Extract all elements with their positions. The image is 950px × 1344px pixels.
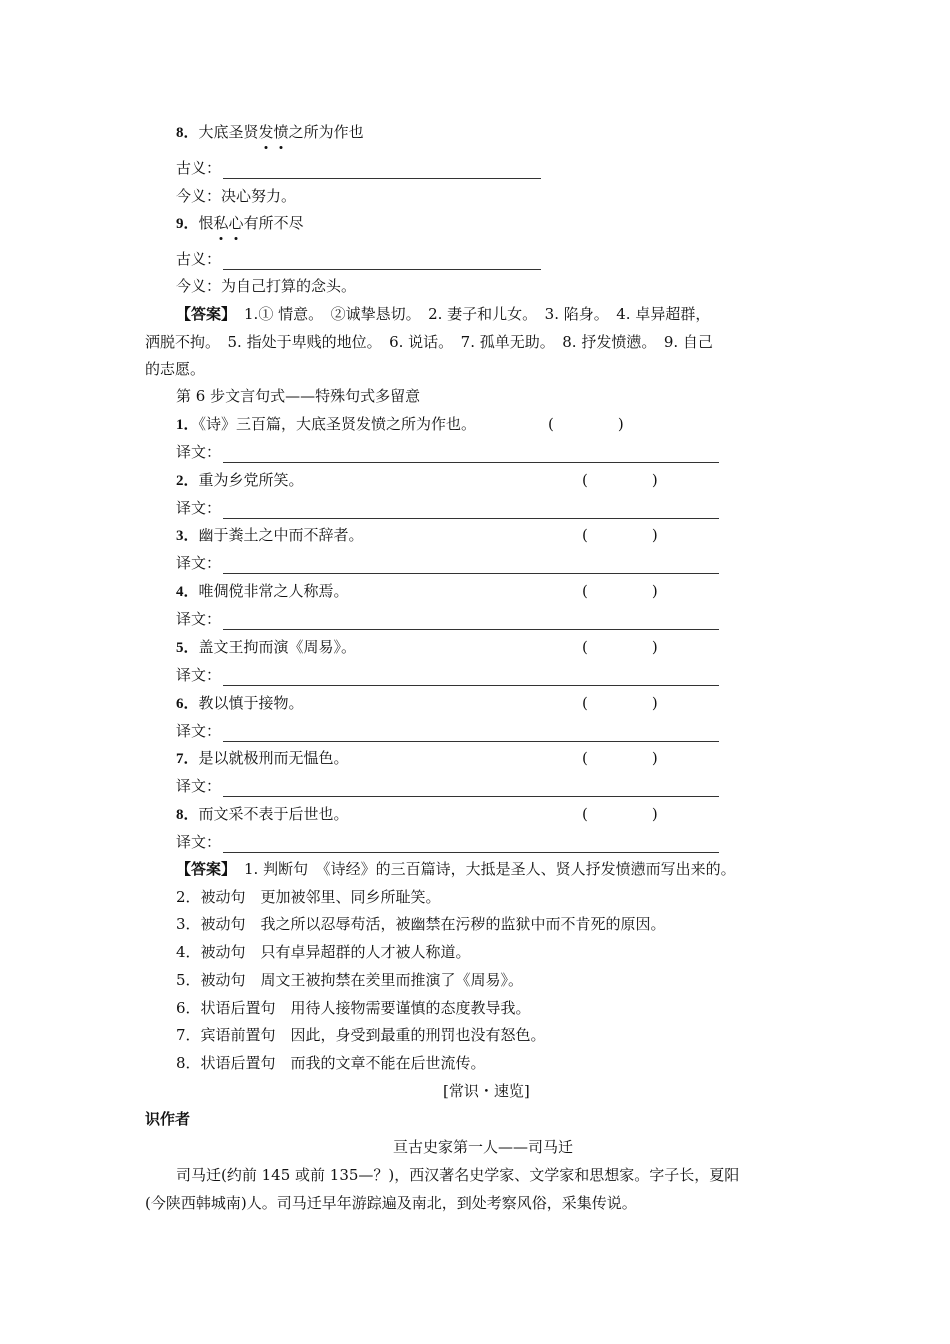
paren-open: (: [582, 749, 588, 767]
exercise-item: [176, 580, 349, 603]
paren-open: (: [582, 805, 588, 823]
answer-text: 1.① 情意。 ②诚挚恳切。 2. 妻子和儿女。 3. 陷身。 4. 卓异超群，: [244, 305, 711, 323]
paragraph-line: (今陕西韩城南)人。司马迁早年游踪遍及南北，到处考察风俗，采集传说。: [145, 1194, 637, 1212]
item-number: 8．: [176, 807, 199, 823]
answer-tag: 【答案】: [176, 860, 237, 878]
item-number: 8．: [176, 125, 199, 141]
emphasis-char: 愤: [274, 121, 289, 143]
answer-line: 8．状语后置句 而我的文章不能在后世流传。: [176, 1054, 486, 1072]
answer-line: 4．被动句 只有卓异超群的人才被人称道。: [176, 943, 471, 961]
answer-line: [176, 303, 710, 325]
paren-open: (: [582, 471, 588, 489]
item-number: 2．: [176, 473, 199, 489]
translation-row: [176, 608, 719, 630]
exercise-sentence: 而文采不表于后世也。: [198, 805, 349, 823]
section-heading: 第 6 步文言句式——特殊句式多留意: [176, 387, 421, 405]
paren-close: ): [617, 415, 624, 433]
exercise-item: [176, 636, 356, 659]
emphasis-char: 私: [214, 212, 229, 234]
paren-close: ): [651, 694, 658, 712]
sentence-type-answer-box[interactable]: [582, 636, 658, 658]
translation-row: [176, 664, 719, 686]
answer-blank[interactable]: [223, 253, 541, 270]
answer-blank[interactable]: [223, 162, 541, 179]
sentence-type-answer-box[interactable]: [582, 524, 658, 546]
translation-row: [176, 497, 719, 519]
paren-open: (: [582, 526, 588, 544]
exercise-sentence: 重为乡党所笑。: [198, 471, 304, 489]
translation-blank[interactable]: [223, 669, 719, 686]
answer-line: 6．状语后置句 用待人接物需要谨慎的态度教导我。: [176, 999, 531, 1017]
sentence-type-answer-box[interactable]: [582, 803, 658, 825]
translation-label: 译文：: [176, 722, 222, 740]
answer-line: 的志愿。: [145, 360, 206, 378]
paren-close: ): [651, 582, 658, 600]
emphasis-char: 发: [259, 121, 274, 143]
translation-label: 译文：: [176, 666, 222, 684]
answer-line: 5．被动句 周文王被拘禁在羑里而推演了《周易》。: [176, 971, 524, 989]
item-number: 5．: [176, 640, 199, 656]
item-text: 恨: [198, 214, 214, 232]
exercise-sentence: 《诗》三百篇，大底圣贤发愤之所为作也。: [198, 415, 477, 433]
emphasis-char: 心: [229, 212, 244, 234]
section-title: 识作者: [145, 1110, 191, 1128]
answer-text: 1. 判断句 《诗经》的三百篇诗，大抵是圣人、贤人抒发愤懑而写出来的。: [244, 860, 736, 878]
ancient-meaning-row: [176, 248, 541, 270]
paren-open: (: [582, 638, 588, 656]
translation-blank[interactable]: [223, 557, 719, 574]
section-banner: [常识・速览]: [443, 1082, 530, 1100]
answer-line: 3．被动句 我之所以忍辱苟活，被幽禁在污秽的监狱中而不肯死的原因。: [176, 915, 666, 933]
exercise-item: [176, 747, 349, 770]
translation-row: [176, 775, 719, 797]
answer-tag: 【答案】: [176, 305, 237, 323]
paren-close: ): [651, 805, 658, 823]
exercise-item: [176, 469, 304, 492]
translation-label: 译文：: [176, 777, 222, 795]
translation-blank[interactable]: [223, 836, 719, 853]
translation-blank[interactable]: [223, 446, 719, 463]
translation-row: [176, 831, 719, 853]
item-text: 之所为作也: [288, 123, 364, 141]
sentence-type-answer-box[interactable]: [582, 747, 658, 769]
ancient-meaning-row: [176, 157, 541, 179]
paren-open: (: [548, 415, 554, 433]
paren-open: (: [582, 694, 588, 712]
translation-blank[interactable]: [223, 613, 719, 630]
exercise-sentence: 是以就极刑而无愠色。: [198, 749, 349, 767]
exercise-sentence: 幽于粪土之中而不辞者。: [198, 526, 364, 544]
translation-label: 译文：: [176, 499, 222, 517]
article-title: 亘古史家第一人——司马迁: [393, 1138, 574, 1156]
translation-blank[interactable]: [223, 780, 719, 797]
exercise-sentence: 唯倜傥非常之人称焉。: [198, 582, 349, 600]
paren-close: ): [651, 526, 658, 544]
answer-line: 2．被动句 更加被邻里、同乡所耻笑。: [176, 888, 441, 906]
exercise-item: [176, 524, 364, 547]
item-text: 有所不尽: [243, 214, 304, 232]
translation-blank[interactable]: [223, 725, 719, 742]
paren-close: ): [651, 749, 658, 767]
translation-row: [176, 720, 719, 742]
vocab-item-9: [176, 212, 304, 235]
exercise-item: [176, 692, 304, 715]
exercise-item: [176, 803, 349, 826]
paren-open: (: [582, 582, 588, 600]
translation-label: 译文：: [176, 833, 222, 851]
ancient-meaning-label: 古义：: [176, 250, 222, 268]
translation-label: 译文：: [176, 554, 222, 572]
vocab-item-8: [176, 121, 364, 144]
translation-label: 译文：: [176, 610, 222, 628]
translation-row: [176, 441, 719, 463]
paren-close: ): [651, 471, 658, 489]
translation-label: 译文：: [176, 443, 222, 461]
item-number: 1．: [176, 417, 199, 433]
item-number: 6．: [176, 696, 199, 712]
item-number: 4．: [176, 584, 199, 600]
paren-close: ): [651, 638, 658, 656]
item-text: 大底圣贤: [198, 123, 259, 141]
item-number: 9．: [176, 216, 199, 232]
exercise-item: [176, 413, 476, 436]
modern-meaning: 今义：决心努力。: [176, 187, 297, 205]
sentence-type-answer-box[interactable]: [582, 692, 658, 714]
sentence-type-answer-box[interactable]: [548, 413, 624, 435]
sentence-type-answer-box[interactable]: [582, 469, 658, 491]
translation-blank[interactable]: [223, 502, 719, 519]
exercise-sentence: 盖文王拘而演《周易》。: [198, 638, 357, 656]
item-number: 7．: [176, 751, 199, 767]
modern-meaning: 今义：为自己打算的念头。: [176, 277, 357, 295]
answer-line: [176, 858, 736, 880]
answer-line: 7．宾语前置句 因此，身受到最重的刑罚也没有怒色。: [176, 1026, 546, 1044]
item-number: 3．: [176, 528, 199, 544]
translation-row: [176, 552, 719, 574]
sentence-type-answer-box[interactable]: [582, 580, 658, 602]
answer-line: 洒脱不拘。 5. 指处于卑贱的地位。 6. 说话。 7. 孤单无助。 8. 抒发愤懑。 9. 自己: [145, 333, 713, 351]
exercise-sentence: 教以慎于接物。: [198, 694, 304, 712]
ancient-meaning-label: 古义：: [176, 159, 222, 177]
paragraph-line: 司马迁(约前 145 或前 135—？)，西汉著名史学家、文学家和思想家。字子长，夏阳: [176, 1166, 740, 1184]
